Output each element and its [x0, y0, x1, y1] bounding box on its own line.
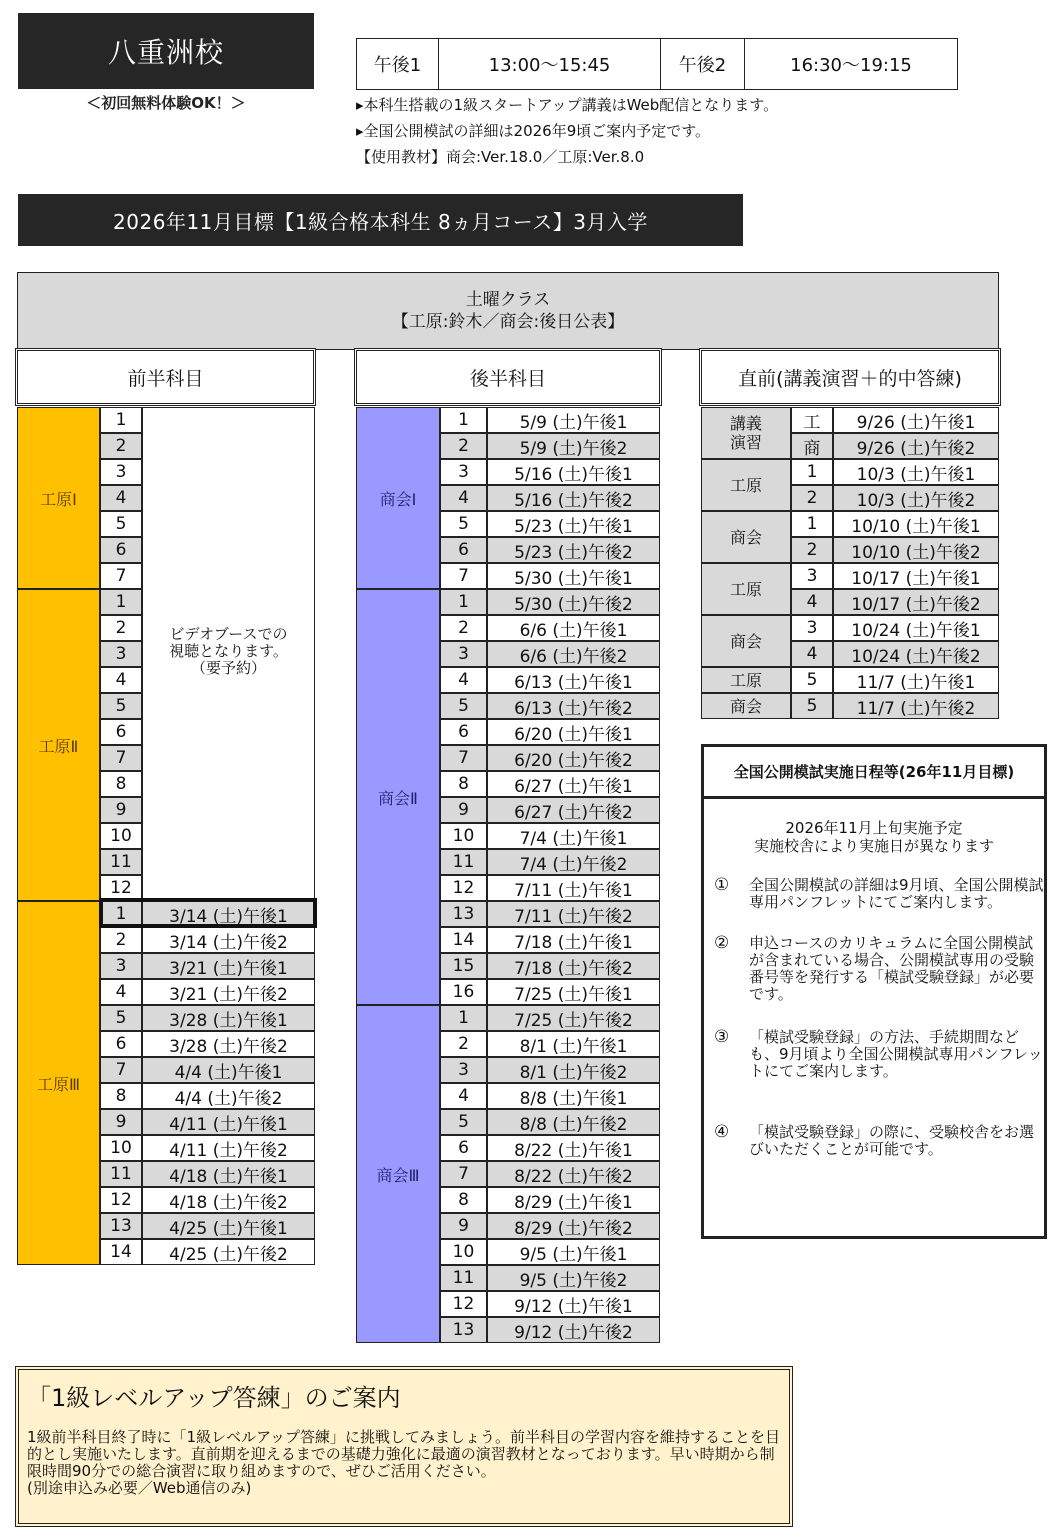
- session-date: 8/29 (土)午後1: [487, 1187, 660, 1213]
- session-number: 13: [440, 1317, 487, 1343]
- session-number: 11: [100, 849, 142, 875]
- group-label: 商会: [701, 511, 791, 563]
- session-number: 4: [100, 979, 142, 1005]
- subtitle-line: 2026年11月上旬実施予定: [785, 819, 963, 837]
- notes: [356, 92, 778, 170]
- class-header: [17, 272, 999, 350]
- session-number: 2: [100, 927, 142, 953]
- session-date: 3/14 (土)午後2: [142, 927, 315, 953]
- session-number: 工: [791, 407, 833, 433]
- session-number: 7: [440, 1161, 487, 1187]
- session-number: 10: [440, 823, 487, 849]
- session-number: 9: [100, 1109, 142, 1135]
- session-number: 4: [440, 667, 487, 693]
- course-banner: 2026年11月目標【1級合格本科生 8ヵ月コース】3月入学: [18, 194, 743, 246]
- session-date: 7/11 (土)午後2: [487, 901, 660, 927]
- session-number: 3: [440, 1057, 487, 1083]
- session-date: 3/28 (土)午後1: [142, 1005, 315, 1031]
- session-date: 4/18 (土)午後2: [142, 1187, 315, 1213]
- group-label: 商会Ⅱ: [356, 589, 440, 1005]
- session-date: 5/30 (土)午後2: [487, 589, 660, 615]
- mock-exam-box: [701, 744, 1047, 1239]
- session-date: 4/4 (土)午後1: [142, 1057, 315, 1083]
- session-date: 8/8 (土)午後2: [487, 1109, 660, 1135]
- group-label: 工原: [701, 563, 791, 615]
- item-number: ③: [714, 1027, 730, 1047]
- session-number: 4: [440, 485, 487, 511]
- session-number: 1: [791, 459, 833, 485]
- slot2-label: 午後2: [661, 39, 745, 89]
- session-number: 1: [100, 589, 142, 615]
- session-number: 5: [791, 693, 833, 719]
- group-label: [701, 407, 791, 459]
- session-date: 5/16 (土)午後2: [487, 485, 660, 511]
- item-text: 全国公開模試の詳細は9月頃、全国公開模試専用パンフレットにてご案内します。: [749, 876, 1044, 911]
- time-slot-table: [356, 38, 958, 90]
- session-date: 9/26 (土)午後1: [833, 407, 999, 433]
- session-number: 14: [100, 1239, 142, 1265]
- session-date: 10/3 (土)午後2: [833, 485, 999, 511]
- final-header: 直前(講義演習＋的中答練): [699, 348, 1001, 406]
- session-number: 1: [100, 901, 142, 927]
- trial-note: ＜初回無料体験OK！＞: [86, 94, 246, 112]
- session-number: 7: [440, 563, 487, 589]
- session-number: 3: [440, 641, 487, 667]
- session-date: 7/18 (土)午後1: [487, 927, 660, 953]
- group-label-line: 演習: [729, 433, 762, 452]
- session-number: 5: [440, 1109, 487, 1135]
- session-date: 8/1 (土)午後2: [487, 1057, 660, 1083]
- session-number: 11: [100, 1161, 142, 1187]
- session-number: 5: [100, 1005, 142, 1031]
- session-date: 4/11 (土)午後1: [142, 1109, 315, 1135]
- session-number: 5: [100, 511, 142, 537]
- session-date: 6/27 (土)午後2: [487, 797, 660, 823]
- session-date: 4/11 (土)午後2: [142, 1135, 315, 1161]
- session-number: 2: [440, 433, 487, 459]
- session-date: 9/12 (土)午後2: [487, 1317, 660, 1343]
- session-date: 10/3 (土)午後1: [833, 459, 999, 485]
- session-number: 6: [100, 537, 142, 563]
- session-number: 2: [791, 485, 833, 511]
- group-label: 商会: [701, 693, 791, 719]
- session-date: 5/30 (土)午後1: [487, 563, 660, 589]
- session-number: 10: [440, 1239, 487, 1265]
- session-number: 5: [100, 693, 142, 719]
- session-date: 6/6 (土)午後2: [487, 641, 660, 667]
- session-number: 6: [100, 719, 142, 745]
- mock-item: [714, 1029, 1044, 1080]
- session-date: 5/23 (土)午後1: [487, 511, 660, 537]
- class-instructors: 【工原:鈴木／商会:後日公表】: [391, 312, 625, 332]
- session-number: 2: [791, 537, 833, 563]
- session-number: 3: [100, 459, 142, 485]
- session-number: 1: [440, 589, 487, 615]
- school-name-banner: [18, 13, 314, 89]
- session-number: 8: [440, 1187, 487, 1213]
- video-note-line: 視聴となります。: [169, 642, 288, 660]
- session-number: 11: [440, 849, 487, 875]
- session-date: 7/25 (土)午後2: [487, 1005, 660, 1031]
- session-date: 9/5 (土)午後1: [487, 1239, 660, 1265]
- session-number: 2: [440, 615, 487, 641]
- session-date: 5/23 (土)午後2: [487, 537, 660, 563]
- session-date: 8/22 (土)午後1: [487, 1135, 660, 1161]
- session-number: 1: [100, 407, 142, 433]
- session-number: 7: [100, 745, 142, 771]
- session-date: 8/1 (土)午後1: [487, 1031, 660, 1057]
- session-date: 4/4 (土)午後2: [142, 1083, 315, 1109]
- item-text: 申込コースのカリキュラムに全国公開模試が含まれている場合、公開模試専用の受験番号等を発行する「模試受験登録」が必要です。: [749, 934, 1035, 1003]
- slot1-time: 13:00〜15:45: [439, 39, 661, 89]
- session-number: 5: [440, 693, 487, 719]
- group-label: 工原Ⅱ: [17, 589, 100, 901]
- class-name: 土曜クラス: [465, 290, 551, 310]
- levelup-body-text: 1級前半科目終了時に「1級レベルアップ答練」に挑戦してみましょう。前半科目の学習内容を維持することを目的とし実施いたします。直前期を迎えるまでの基礎力強化に最適の演習教材となっております。早い時期から制限時間90分での総合演習に取り組めますので、ぜひご活用ください。: [27, 1428, 781, 1480]
- session-number: 14: [440, 927, 487, 953]
- session-date: 3/28 (土)午後2: [142, 1031, 315, 1057]
- session-date: 11/7 (土)午後1: [833, 667, 999, 693]
- session-number: 4: [791, 589, 833, 615]
- session-number: 5: [791, 667, 833, 693]
- item-number: ①: [714, 875, 730, 895]
- session-date: 10/10 (土)午後1: [833, 511, 999, 537]
- session-number: 4: [440, 1083, 487, 1109]
- session-date: 10/10 (土)午後2: [833, 537, 999, 563]
- slot2-time: 16:30〜19:15: [790, 55, 912, 76]
- session-date: 6/6 (土)午後1: [487, 615, 660, 641]
- session-date: 6/13 (土)午後2: [487, 693, 660, 719]
- group-label: 工原: [701, 459, 791, 511]
- session-number: 12: [440, 875, 487, 901]
- session-date: 6/20 (土)午後2: [487, 745, 660, 771]
- levelup-info-box: [15, 1366, 793, 1527]
- session-number: 6: [440, 719, 487, 745]
- group-label: 工原Ⅲ: [17, 901, 100, 1265]
- mock-item: [714, 877, 1044, 911]
- session-date: 9/5 (土)午後2: [487, 1265, 660, 1291]
- session-number: 商: [791, 433, 833, 459]
- second-half-header: 後半科目: [354, 348, 662, 406]
- session-number: 4: [791, 641, 833, 667]
- session-date: 10/17 (土)午後1: [833, 563, 999, 589]
- session-date: 4/25 (土)午後2: [142, 1239, 315, 1265]
- session-number: 1: [440, 407, 487, 433]
- session-number: 9: [100, 797, 142, 823]
- session-number: 2: [440, 1031, 487, 1057]
- session-date: 8/22 (土)午後2: [487, 1161, 660, 1187]
- session-date: 4/25 (土)午後1: [142, 1213, 315, 1239]
- mock-item: [714, 935, 1044, 1003]
- group-label: 商会Ⅲ: [356, 1005, 440, 1343]
- session-number: 7: [100, 1057, 142, 1083]
- session-number: 6: [440, 537, 487, 563]
- item-text: 「模試受験登録」の際に、受験校舎をお選びいただくことが可能です。: [749, 1123, 1035, 1158]
- levelup-body: [27, 1429, 781, 1497]
- mock-item: [714, 1124, 1044, 1158]
- group-label: 商会Ⅰ: [356, 407, 440, 589]
- session-date: 4/18 (土)午後1: [142, 1161, 315, 1187]
- session-number: 3: [440, 459, 487, 485]
- video-note-line: ビデオブースでの: [169, 625, 288, 643]
- first-half-header: 前半科目: [15, 348, 316, 406]
- session-number: 13: [100, 1213, 142, 1239]
- session-number: 3: [100, 641, 142, 667]
- session-number: 8: [100, 771, 142, 797]
- item-number: ②: [714, 933, 730, 953]
- slot1-label: 午後1: [357, 39, 439, 89]
- session-number: 2: [100, 433, 142, 459]
- session-number: 12: [100, 1187, 142, 1213]
- session-date: 10/24 (土)午後2: [833, 641, 999, 667]
- session-number: 4: [100, 485, 142, 511]
- session-number: 9: [440, 1213, 487, 1239]
- session-number: 4: [100, 667, 142, 693]
- session-date: 11/7 (土)午後2: [833, 693, 999, 719]
- session-date: 6/13 (土)午後1: [487, 667, 660, 693]
- group-label: 工原: [701, 667, 791, 693]
- session-date: 6/20 (土)午後1: [487, 719, 660, 745]
- group-label-line: 講義: [729, 414, 762, 433]
- note-line: 【使用教材】商会:Ver.18.0／工原:Ver.8.0: [356, 148, 645, 166]
- school-name: 八重洲校: [107, 36, 224, 69]
- session-number: 5: [440, 511, 487, 537]
- session-number: 12: [100, 875, 142, 901]
- session-date: 8/29 (土)午後2: [487, 1213, 660, 1239]
- item-number: ④: [714, 1122, 730, 1142]
- session-number: 8: [440, 771, 487, 797]
- session-number: 7: [440, 745, 487, 771]
- session-number: 6: [440, 1135, 487, 1161]
- session-date: 10/17 (土)午後2: [833, 589, 999, 615]
- levelup-title: 「1級レベルアップ答練」のご案内: [27, 1384, 401, 1412]
- session-date: 7/25 (土)午後1: [487, 979, 660, 1005]
- session-date: 7/18 (土)午後2: [487, 953, 660, 979]
- video-note-line: （要予約）: [190, 659, 266, 677]
- session-number: 3: [791, 563, 833, 589]
- mock-exam-title: 全国公開模試実施日程等(26年11月目標): [704, 747, 1044, 799]
- item-text: 「模試受験登録」の方法、手続期間なども、9月頃より全国公開模試専用パンフレットにてご案内します。: [749, 1028, 1043, 1080]
- session-date: 5/9 (土)午後2: [487, 433, 660, 459]
- session-date: 7/4 (土)午後2: [487, 849, 660, 875]
- session-number: 15: [440, 953, 487, 979]
- session-number: 1: [440, 1005, 487, 1031]
- session-number: 12: [440, 1291, 487, 1317]
- session-number: 9: [440, 797, 487, 823]
- session-number: 10: [100, 823, 142, 849]
- session-date: 6/27 (土)午後1: [487, 771, 660, 797]
- session-date: 9/26 (土)午後2: [833, 433, 999, 459]
- session-date: 10/24 (土)午後1: [833, 615, 999, 641]
- group-label: 商会: [701, 615, 791, 667]
- session-number: 8: [100, 1083, 142, 1109]
- session-number: 13: [440, 901, 487, 927]
- session-number: 16: [440, 979, 487, 1005]
- session-date: 5/9 (土)午後1: [487, 407, 660, 433]
- session-date: 3/14 (土)午後1: [142, 901, 315, 927]
- session-number: 6: [100, 1031, 142, 1057]
- session-number: 3: [791, 615, 833, 641]
- session-number: 10: [100, 1135, 142, 1161]
- note-line: ▸本科生搭載の1級スタートアップ講義はWeb配信となります。: [356, 96, 779, 114]
- session-number: 11: [440, 1265, 487, 1291]
- session-date: 8/8 (土)午後1: [487, 1083, 660, 1109]
- session-date: 7/11 (土)午後1: [487, 875, 660, 901]
- video-booth-note: [142, 407, 315, 901]
- mock-exam-subtitle: [704, 819, 1044, 855]
- levelup-note: (別途申込み必要／Web通信のみ): [27, 1479, 252, 1497]
- session-number: 3: [100, 953, 142, 979]
- note-line: ▸全国公開模試の詳細は2026年9頃ご案内予定です。: [356, 122, 711, 140]
- session-number: 1: [791, 511, 833, 537]
- session-date: 9/12 (土)午後1: [487, 1291, 660, 1317]
- session-date: 3/21 (土)午後1: [142, 953, 315, 979]
- subtitle-line: 実施校舎により実施日が異なります: [753, 837, 994, 855]
- session-date: 5/16 (土)午後1: [487, 459, 660, 485]
- session-number: 2: [100, 615, 142, 641]
- session-date: 3/21 (土)午後2: [142, 979, 315, 1005]
- session-date: 7/4 (土)午後1: [487, 823, 660, 849]
- session-number: 7: [100, 563, 142, 589]
- group-label: 工原Ⅰ: [17, 407, 100, 589]
